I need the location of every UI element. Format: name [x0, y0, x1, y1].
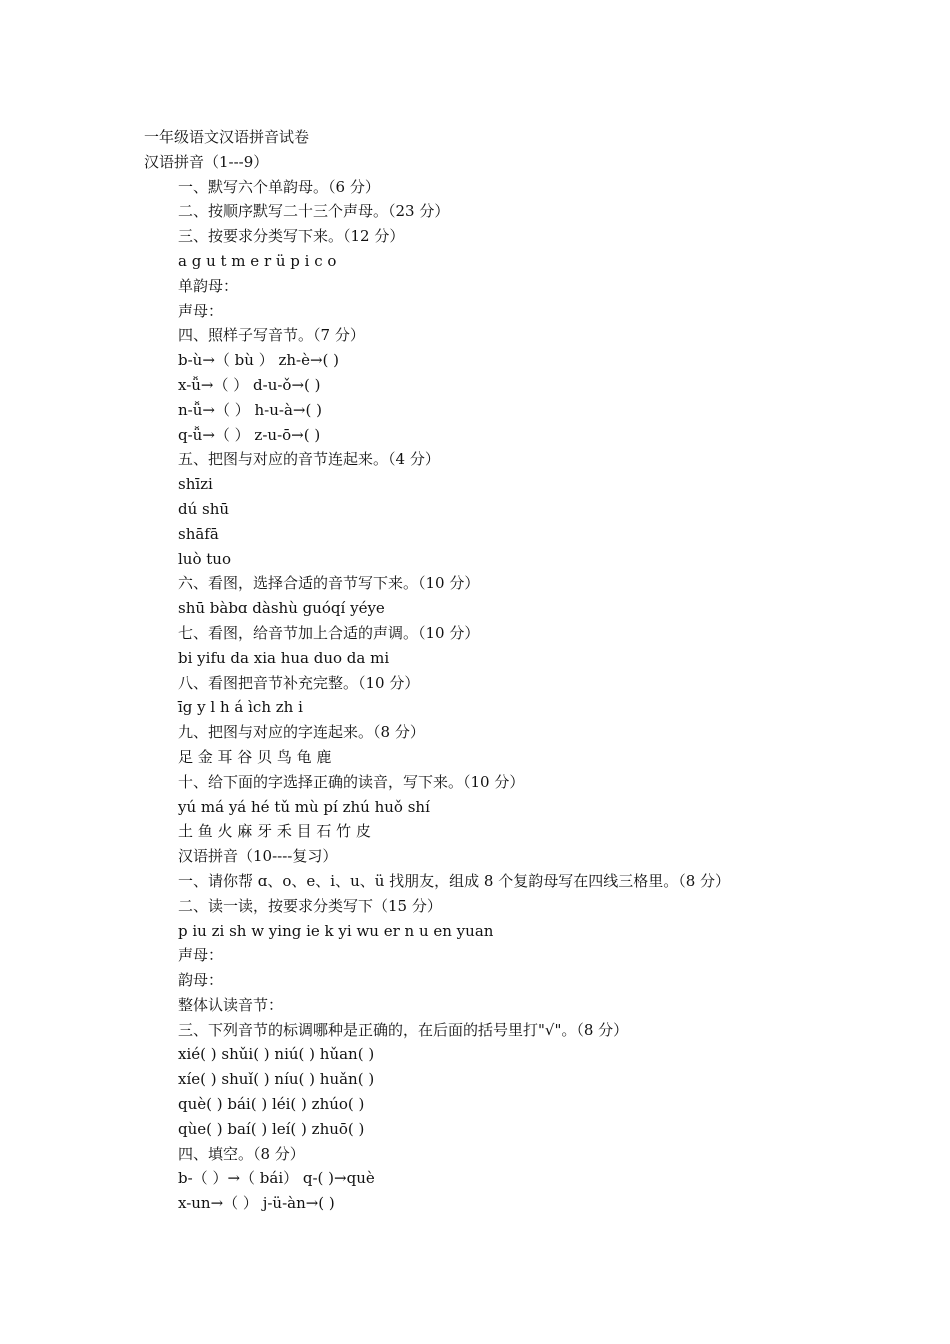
- document-line: 二、读一读，按要求分类写下（15 分）: [178, 896, 442, 915]
- document-title: 一年级语文汉语拼音试卷: [144, 128, 310, 146]
- document-line: bi yifu da xia hua duo da mi: [178, 648, 390, 667]
- document-line: 一、默写六个单韵母。（6 分）: [178, 177, 380, 196]
- document-line: 七、看图，给音节加上合适的声调。（10 分）: [178, 623, 480, 642]
- document-line: q-ǚ→（ ） z-u-ō→( ): [178, 425, 321, 444]
- document-line: 韵母：: [178, 971, 224, 990]
- document-line: 声母：: [178, 946, 224, 965]
- document-line: b-ù→（ bù ） zh-è→( ): [178, 351, 340, 370]
- document-line: 足 金 耳 谷 贝 鸟 龟 鹿: [178, 747, 332, 766]
- document-line: īg y l h á ìch zh i: [178, 698, 303, 717]
- document-line: 三、下列音节的标调哪种是正确的，在后面的括号里打"√"。（8 分）: [178, 1020, 629, 1039]
- document-line: 四、填空。（8 分）: [178, 1144, 305, 1163]
- document-line: p iu zi sh w ying ie k yi wu er n u en yuan: [178, 921, 494, 940]
- document-line: 八、看图把音节补充完整。（10 分）: [178, 673, 420, 692]
- document-line: dú shū: [178, 499, 230, 518]
- document-line: 四、照样子写音节。（7 分）: [178, 326, 365, 345]
- document-line: luò tuo: [178, 549, 231, 568]
- document-line: 九、把图与对应的字连起来。（8 分）: [178, 723, 425, 742]
- document-line: x-un→（ ） j-ü-àn→( ): [178, 1194, 335, 1213]
- document-line: 六、看图，选择合适的音节写下来。（10 分）: [178, 574, 480, 593]
- document-line: shīzi: [178, 475, 213, 494]
- document-body: [144, 150, 924, 1216]
- document-line: 一、请你帮 ɑ、o、e、i、u、ü 找朋友，组成 8 个复韵母写在四线三格里。（8 分）: [178, 871, 731, 890]
- document-line: n-ǚ→（ ） h-u-à→( ): [178, 400, 322, 419]
- document-line: a g u t m e r ü p i c o: [178, 251, 337, 270]
- document-line: 三、按要求分类写下来。（12 分）: [178, 227, 405, 246]
- document-line: què( ) bái( ) léi( ) zhúo( ): [178, 1095, 365, 1114]
- document-line: 整体认读音节：: [178, 995, 284, 1014]
- document-line: 声母：: [178, 301, 224, 320]
- document-line: 汉语拼音（10----复习）: [178, 847, 338, 866]
- document-line: 五、把图与对应的音节连起来。（4 分）: [178, 450, 440, 469]
- document-line: shāfā: [178, 524, 219, 543]
- document-line: b-（ ）→（ bái） q-( )→què: [178, 1169, 375, 1188]
- document-line: 土 鱼 火 麻 牙 禾 目 石 竹 皮: [178, 822, 371, 841]
- document-line: 二、按顺序默写二十三个声母。（23 分）: [178, 202, 450, 221]
- document-line: x-ǚ→（ ） d-u-ǒ→( ): [178, 375, 321, 394]
- document-line: qùe( ) baí( ) leí( ) zhuō( ): [178, 1119, 365, 1138]
- document-line: xié( ) shǔi( ) niú( ) hǔan( ): [178, 1045, 375, 1064]
- document-line: 单韵母：: [178, 276, 239, 295]
- document-line: shū bàbɑ dàshù guóqí yéye: [178, 599, 385, 618]
- document-line: xíe( ) shuǐ( ) níu( ) huǎn( ): [178, 1070, 375, 1089]
- exam-document: [144, 125, 924, 1216]
- document-line: 汉语拼音（1---9）: [144, 152, 269, 171]
- document-line: 十、给下面的字选择正确的读音，写下来。（10 分）: [178, 772, 525, 791]
- document-line: yú má yá hé tǔ mù pí zhú huǒ shí: [178, 797, 430, 816]
